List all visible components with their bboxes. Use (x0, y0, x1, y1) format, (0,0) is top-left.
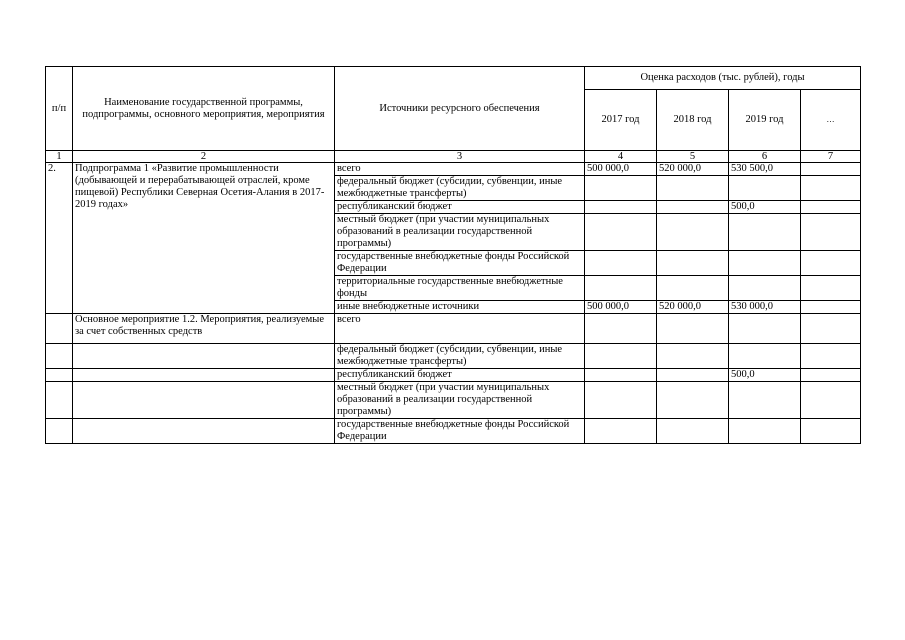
row-source: местный бюджет (при участии муниципальных образований в реализации государственной программы) (335, 382, 585, 419)
header-year-2019: 2019 год (729, 90, 801, 151)
row-source: всего (335, 314, 585, 344)
table-row (46, 382, 861, 419)
row-num: 2. (46, 163, 73, 314)
cell-col7 (801, 301, 861, 314)
cell-2017 (585, 369, 657, 382)
cell-2018 (657, 344, 729, 369)
header-estimate: Оценка расходов (тыс. рублей), годы (585, 67, 861, 90)
cell-2019: 530 500,0 (729, 163, 801, 176)
header-num: п/п (46, 67, 73, 151)
row-name (73, 344, 335, 369)
cell-col7 (801, 369, 861, 382)
cell-2017 (585, 176, 657, 201)
row-source: федеральный бюджет (субсидии, субвенции, иные межбюджетные трансферты) (335, 344, 585, 369)
budget-table (45, 66, 861, 444)
header-year-2018: 2018 год (657, 90, 729, 151)
cell-2019 (729, 176, 801, 201)
cell-2019 (729, 276, 801, 301)
col-number: 2 (73, 151, 335, 163)
cell-2018: 520 000,0 (657, 163, 729, 176)
cell-col7 (801, 163, 861, 176)
row-source: государственные внебюджетные фонды Российской Федерации (335, 419, 585, 444)
row-num (46, 314, 73, 344)
cell-col7 (801, 344, 861, 369)
cell-col7 (801, 314, 861, 344)
cell-2018 (657, 214, 729, 251)
header-name: Наименование государственной программы, подпрограммы, основного мероприятия, мероприятия (73, 67, 335, 151)
row-source: федеральный бюджет (субсидии, субвенции, иные межбюджетные трансферты) (335, 176, 585, 201)
cell-2017 (585, 201, 657, 214)
row-source: иные внебюджетные источники (335, 301, 585, 314)
cell-2018 (657, 201, 729, 214)
cell-2019 (729, 251, 801, 276)
cell-2017 (585, 276, 657, 301)
header-year-2017: 2017 год (585, 90, 657, 151)
cell-2018 (657, 176, 729, 201)
cell-2018 (657, 369, 729, 382)
cell-col7 (801, 214, 861, 251)
cell-2019: 530 000,0 (729, 301, 801, 314)
table-row (46, 314, 861, 344)
row-name (73, 419, 335, 444)
row-source: территориальные государственные внебюджетные фонды (335, 276, 585, 301)
cell-col7 (801, 251, 861, 276)
cell-2017 (585, 251, 657, 276)
cell-2017 (585, 214, 657, 251)
col-number: 7 (801, 151, 861, 163)
row-source: местный бюджет (при участии муниципальных образований в реализации государственной программы) (335, 214, 585, 251)
table-row (46, 369, 861, 382)
row-name: Основное мероприятие 1.2. Мероприятия, реализуемые за счет собственных средств (73, 314, 335, 344)
col-number: 6 (729, 151, 801, 163)
row-source: республиканский бюджет (335, 369, 585, 382)
col-number: 4 (585, 151, 657, 163)
cell-col7 (801, 176, 861, 201)
col-number: 5 (657, 151, 729, 163)
row-num (46, 369, 73, 382)
cell-2018 (657, 382, 729, 419)
cell-2018 (657, 251, 729, 276)
cell-2018: 520 000,0 (657, 301, 729, 314)
cell-col7 (801, 419, 861, 444)
cell-col7 (801, 201, 861, 214)
cell-2017 (585, 344, 657, 369)
table-row (46, 344, 861, 369)
cell-col7 (801, 276, 861, 301)
cell-2017 (585, 419, 657, 444)
table-row (46, 419, 861, 444)
header-year-more: … (801, 90, 861, 151)
row-source: государственные внебюджетные фонды Российской Федерации (335, 251, 585, 276)
cell-2017: 500 000,0 (585, 163, 657, 176)
row-source: всего (335, 163, 585, 176)
cell-2019 (729, 314, 801, 344)
cell-2018 (657, 276, 729, 301)
row-name (73, 369, 335, 382)
header-source: Источники ресурсного обеспечения (335, 67, 585, 151)
cell-2017 (585, 314, 657, 344)
col-number: 1 (46, 151, 73, 163)
col-number: 3 (335, 151, 585, 163)
cell-col7 (801, 382, 861, 419)
row-name (73, 382, 335, 419)
cell-2019 (729, 419, 801, 444)
cell-2017 (585, 382, 657, 419)
cell-2018 (657, 419, 729, 444)
row-num (46, 344, 73, 369)
cell-2019: 500,0 (729, 369, 801, 382)
cell-2019: 500,0 (729, 201, 801, 214)
row-name: Подпрограмма 1 «Развитие промышленности (добывающей и перерабатывающей отраслей, кроме пищевой) Республики Северная Осетия-Алания в 2017-2019 годах» (73, 163, 335, 314)
cell-2018 (657, 314, 729, 344)
cell-2017: 500 000,0 (585, 301, 657, 314)
row-source: республиканский бюджет (335, 201, 585, 214)
cell-2019 (729, 214, 801, 251)
row-num (46, 382, 73, 419)
cell-2019 (729, 344, 801, 369)
table-row (46, 163, 861, 176)
cell-2019 (729, 382, 801, 419)
row-num (46, 419, 73, 444)
